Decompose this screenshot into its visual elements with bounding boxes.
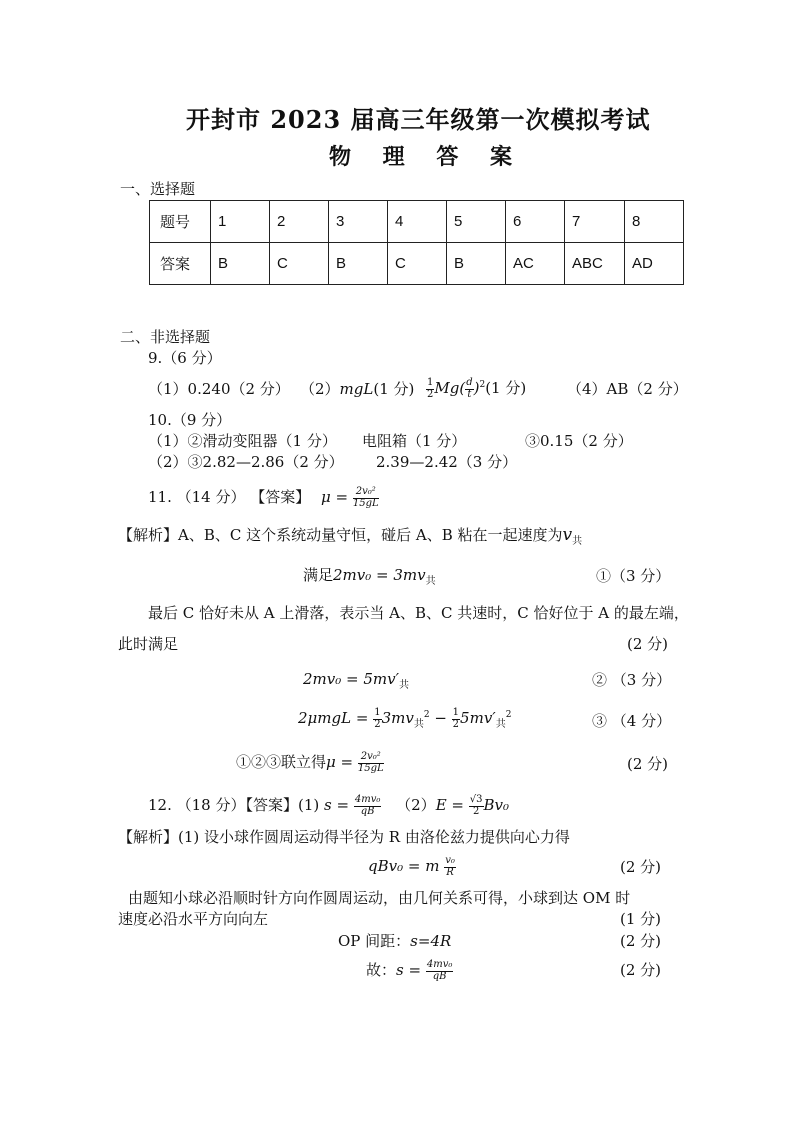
numerator: √3 <box>469 794 483 805</box>
table-row <box>150 201 684 243</box>
denominator: 2 <box>472 805 480 817</box>
text: 11. （14 分） 【答案】 <box>148 488 311 506</box>
denominator: qB <box>360 805 375 817</box>
q11-eq4-score: (2 分) <box>627 755 669 773</box>
text: OP 间距： <box>338 932 411 950</box>
q11-eq3 <box>298 708 511 730</box>
numerator: 2v₀² <box>353 487 379 499</box>
table-cell: 答案 <box>150 243 211 285</box>
q11-para2-score: (2 分) <box>627 635 669 653</box>
math: μ = <box>326 753 354 771</box>
q11-eq2 <box>303 672 409 691</box>
denominator: t <box>467 388 472 400</box>
fraction <box>358 752 384 774</box>
denominator: R <box>446 866 454 878</box>
section-heading-nonchoice: 二、非选择题 <box>120 328 211 346</box>
section-heading-choice: 一、选择题 <box>120 180 196 198</box>
denominator: qB <box>432 970 447 982</box>
q11-para2a: 最后 C 恰好未从 A 上滑落，表示当 A、B、C 共速时，C 恰好位于 A 的最左端， <box>148 604 689 622</box>
numerator: 1 <box>452 707 460 718</box>
table-cell: 8 <box>625 201 684 243</box>
q12-op-score: (2 分) <box>620 932 662 950</box>
math: s = <box>324 796 350 814</box>
numerator: 1 <box>427 377 434 388</box>
table-cell: 2 <box>270 201 329 243</box>
table-cell: B <box>447 243 506 285</box>
q9-part1: （1）0.240（2 分） <box>148 380 290 398</box>
answer-table <box>149 200 684 285</box>
q11-eq3-score: ③ （4 分） <box>592 712 672 730</box>
q11-eq4 <box>236 752 384 774</box>
table-cell: 6 <box>506 201 565 243</box>
q10-line1b: 电阻箱（1 分） <box>362 432 467 450</box>
text: 故： <box>366 961 397 979</box>
numerator: v₀ <box>445 855 455 866</box>
math: mgL <box>339 380 374 398</box>
math: Mg( <box>434 379 466 397</box>
table-cell: AC <box>506 243 565 285</box>
subscript: 共 <box>572 536 583 547</box>
table-cell: 3 <box>329 201 388 243</box>
q12-para2a: 由题知小球必沿顺时针方向作圆周运动，由几何关系可得，小球到达 OM 时 <box>128 889 631 907</box>
q9-part2 <box>300 382 414 397</box>
text: (1 分) <box>485 379 527 397</box>
denominator: 2 <box>427 388 434 400</box>
subscript: 共 <box>425 576 436 587</box>
q9-part3 <box>426 378 526 400</box>
superscript: 2 <box>423 710 430 720</box>
q9-heading: 9.（6 分） <box>148 349 222 367</box>
q12-analysis: 【解析】(1) 设小球作圆周运动得半径为 R 由洛伦兹力提供向心力得 <box>118 828 570 846</box>
fraction <box>469 795 484 817</box>
math: 2μmgL = <box>298 709 369 727</box>
fraction <box>452 708 460 730</box>
q10-heading: 10.（9 分） <box>148 411 232 429</box>
text: 12. （18 分）【答案】(1) <box>148 796 320 814</box>
fraction <box>373 708 381 730</box>
q9-part4: （4）AB（2 分） <box>567 380 688 398</box>
subscript: 共 <box>495 719 506 730</box>
fraction <box>426 960 454 982</box>
numerator: 2v₀² <box>358 752 384 764</box>
q11-eq1-score: ①（3 分） <box>596 567 671 585</box>
text: （2） <box>396 796 436 814</box>
q10-line2b: 2.39—2.42（3 分） <box>376 453 518 471</box>
table-cell: ABC <box>565 243 625 285</box>
table-cell: 题号 <box>150 201 211 243</box>
table-row <box>150 243 684 285</box>
table-cell: B <box>329 243 388 285</box>
table-cell: B <box>211 243 270 285</box>
fraction <box>465 378 473 400</box>
page-title: 开封市 2023 届高三年级第一次模拟考试 <box>186 105 651 134</box>
subscript: 共 <box>413 719 424 730</box>
q11-para2b: 此时满足 <box>118 635 179 653</box>
math: E = <box>435 796 464 814</box>
subscript: 共 <box>399 680 410 691</box>
text: (1 分) <box>373 380 415 398</box>
q12-heading <box>148 795 509 817</box>
q12-conclusion-score: (2 分) <box>620 961 662 979</box>
denominator: 2 <box>452 718 460 730</box>
q12-eq1 <box>368 856 456 878</box>
table-cell: 7 <box>565 201 625 243</box>
math: s=4R <box>410 932 452 950</box>
q12-para2b: 速度必沿水平方向向左 <box>118 910 269 928</box>
q12-op <box>338 934 451 949</box>
page-subtitle: 物 理 答 案 <box>329 144 524 170</box>
math: 5mv′ <box>460 709 496 727</box>
q12-conclusion <box>366 960 453 982</box>
denominator: 2 <box>374 718 381 730</box>
math: ) <box>473 379 480 397</box>
numerator: 1 <box>374 707 381 718</box>
q11-heading <box>148 487 379 509</box>
text: 【解析】A、B、C 这个系统动量守恒，碰后 A、B 粘在一起速度为 <box>118 526 563 544</box>
text: 满足 <box>303 566 334 584</box>
fraction <box>444 856 456 878</box>
table-cell: 4 <box>388 201 447 243</box>
superscript: 2 <box>479 380 486 390</box>
math: 2mv₀ = 3mv <box>333 566 426 584</box>
math: μ = <box>321 488 349 506</box>
denominator: 15gL <box>352 497 379 509</box>
text: ①②③联立得 <box>236 753 327 771</box>
numerator: 4mv₀ <box>426 959 453 970</box>
numerator: d <box>466 377 473 388</box>
numerator: 4mv₀ <box>354 794 381 805</box>
fraction <box>353 487 379 509</box>
q11-eq2-score: ② （3 分） <box>592 671 672 689</box>
q11-eq1 <box>303 568 436 587</box>
table-cell: AD <box>625 243 684 285</box>
table-cell: C <box>388 243 447 285</box>
q10-line1a: （1）②滑动变阻器（1 分） <box>148 432 337 450</box>
q11-analysis <box>118 527 582 547</box>
math: 3mv <box>381 709 414 727</box>
fraction <box>354 795 382 817</box>
table-cell: C <box>270 243 329 285</box>
math: 2mv₀ = 5mv′ <box>303 670 400 688</box>
table-cell: 5 <box>447 201 506 243</box>
q12-eq1-score: (2 分) <box>620 858 662 876</box>
math: − <box>429 709 452 727</box>
math: qBv₀ = m <box>368 857 440 875</box>
q12-para2-score: (1 分) <box>620 910 662 928</box>
text: （2） <box>300 380 340 398</box>
superscript: 2 <box>505 710 512 720</box>
q10-line1c: ③0.15（2 分） <box>525 432 633 450</box>
math: s = <box>396 961 422 979</box>
math: v <box>562 525 573 545</box>
math: Bv₀ <box>483 796 510 814</box>
table-cell: 1 <box>211 201 270 243</box>
denominator: 15gL <box>357 762 384 774</box>
q10-line2a: （2）③2.82—2.86（2 分） <box>148 453 344 471</box>
